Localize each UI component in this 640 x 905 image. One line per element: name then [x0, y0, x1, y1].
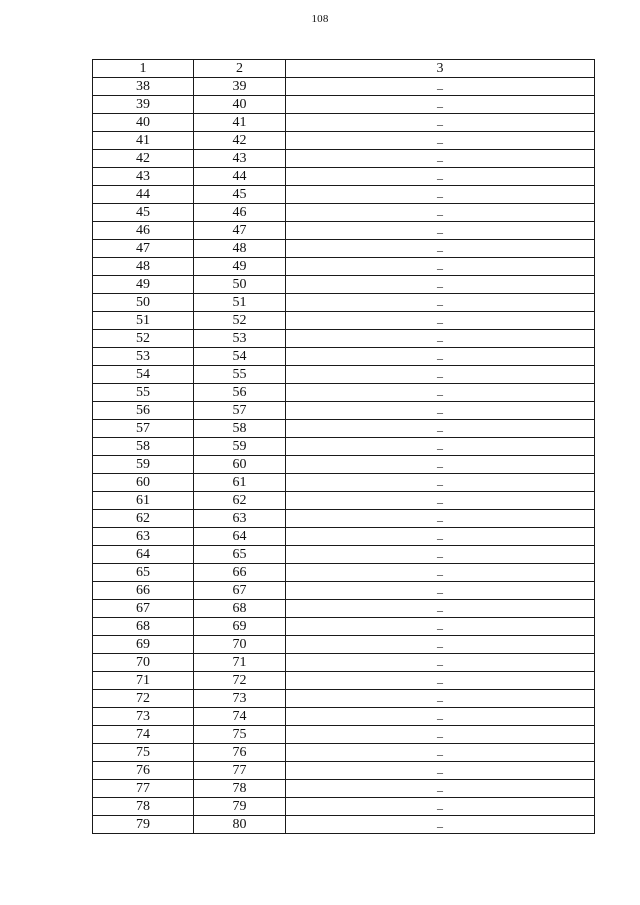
table-row	[93, 186, 595, 204]
cell-col-3	[286, 744, 595, 762]
cell-col-3	[286, 690, 595, 708]
cell-col-3	[286, 204, 595, 222]
table-row	[93, 654, 595, 672]
empty-value-dash: –	[437, 117, 443, 131]
cell-col-3	[286, 564, 595, 582]
empty-value-dash: –	[437, 693, 443, 707]
table-row	[93, 672, 595, 690]
table-header-row	[93, 60, 595, 78]
cell-col-1: 63	[93, 528, 194, 546]
cell-col-3	[286, 474, 595, 492]
cell-col-2: 64	[194, 528, 286, 546]
table-row	[93, 258, 595, 276]
cell-col-3	[286, 294, 595, 312]
empty-value-dash: –	[437, 369, 443, 383]
empty-value-dash: –	[437, 675, 443, 689]
empty-value-dash: –	[437, 243, 443, 257]
cell-col-1: 76	[93, 762, 194, 780]
cell-col-2: 41	[194, 114, 286, 132]
cell-col-2: 45	[194, 186, 286, 204]
table-row	[93, 510, 595, 528]
cell-col-2: 75	[194, 726, 286, 744]
empty-value-dash: –	[437, 513, 443, 527]
cell-col-2: 63	[194, 510, 286, 528]
cell-col-3	[286, 654, 595, 672]
cell-col-2: 42	[194, 132, 286, 150]
table-row	[93, 132, 595, 150]
cell-col-3	[286, 168, 595, 186]
cell-col-2: 58	[194, 420, 286, 438]
cell-col-3	[286, 492, 595, 510]
empty-value-dash: –	[437, 99, 443, 113]
cell-col-2: 68	[194, 600, 286, 618]
empty-value-dash: –	[437, 81, 443, 95]
cell-col-3	[286, 78, 595, 96]
table-row	[93, 114, 595, 132]
cell-col-1: 79	[93, 816, 194, 834]
table-row	[93, 312, 595, 330]
cell-col-1: 48	[93, 258, 194, 276]
cell-col-2: 73	[194, 690, 286, 708]
cell-col-2: 49	[194, 258, 286, 276]
cell-col-1: 66	[93, 582, 194, 600]
cell-col-2: 62	[194, 492, 286, 510]
cell-col-3	[286, 222, 595, 240]
table-row	[93, 78, 595, 96]
cell-col-1: 39	[93, 96, 194, 114]
table-row	[93, 582, 595, 600]
cell-col-1: 69	[93, 636, 194, 654]
empty-value-dash: –	[437, 279, 443, 293]
cell-col-2: 48	[194, 240, 286, 258]
data-table	[92, 59, 595, 834]
table-row	[93, 546, 595, 564]
cell-col-1: 44	[93, 186, 194, 204]
cell-col-1: 64	[93, 546, 194, 564]
cell-col-3	[286, 402, 595, 420]
table-row	[93, 456, 595, 474]
cell-col-3	[286, 456, 595, 474]
cell-col-2: 50	[194, 276, 286, 294]
cell-col-2: 78	[194, 780, 286, 798]
cell-col-3	[286, 312, 595, 330]
cell-col-2: 70	[194, 636, 286, 654]
empty-value-dash: –	[437, 441, 443, 455]
cell-col-2: 66	[194, 564, 286, 582]
cell-col-1: 70	[93, 654, 194, 672]
cell-col-2: 67	[194, 582, 286, 600]
table-row	[93, 762, 595, 780]
empty-value-dash: –	[437, 657, 443, 671]
cell-col-3	[286, 582, 595, 600]
cell-col-1: 52	[93, 330, 194, 348]
cell-col-3	[286, 726, 595, 744]
cell-col-1: 42	[93, 150, 194, 168]
cell-col-1: 40	[93, 114, 194, 132]
cell-col-1: 57	[93, 420, 194, 438]
table-row	[93, 384, 595, 402]
cell-col-1: 60	[93, 474, 194, 492]
table-row	[93, 726, 595, 744]
cell-col-1: 58	[93, 438, 194, 456]
cell-col-1: 54	[93, 366, 194, 384]
cell-col-3	[286, 510, 595, 528]
empty-value-dash: –	[437, 495, 443, 509]
table-row	[93, 618, 595, 636]
cell-col-3	[286, 420, 595, 438]
cell-col-2: 55	[194, 366, 286, 384]
cell-col-2: 56	[194, 384, 286, 402]
empty-value-dash: –	[437, 801, 443, 815]
cell-col-2: 79	[194, 798, 286, 816]
cell-col-1: 38	[93, 78, 194, 96]
cell-col-1: 78	[93, 798, 194, 816]
empty-value-dash: –	[437, 351, 443, 365]
empty-value-dash: –	[437, 387, 443, 401]
cell-col-3	[286, 366, 595, 384]
empty-value-dash: –	[437, 333, 443, 347]
cell-col-2: 71	[194, 654, 286, 672]
cell-col-3	[286, 114, 595, 132]
cell-col-1: 50	[93, 294, 194, 312]
table-row	[93, 438, 595, 456]
cell-col-2: 40	[194, 96, 286, 114]
cell-col-2: 54	[194, 348, 286, 366]
cell-col-1: 72	[93, 690, 194, 708]
table-row	[93, 744, 595, 762]
cell-col-1: 56	[93, 402, 194, 420]
empty-value-dash: –	[437, 459, 443, 473]
cell-col-2: 43	[194, 150, 286, 168]
table-row	[93, 420, 595, 438]
cell-col-1: 75	[93, 744, 194, 762]
cell-col-3	[286, 348, 595, 366]
cell-col-2: 44	[194, 168, 286, 186]
empty-value-dash: –	[437, 819, 443, 833]
cell-col-1: 49	[93, 276, 194, 294]
cell-col-3	[286, 816, 595, 834]
cell-col-2: 76	[194, 744, 286, 762]
cell-col-2: 53	[194, 330, 286, 348]
table-row	[93, 564, 595, 582]
cell-col-1: 61	[93, 492, 194, 510]
table-row	[93, 330, 595, 348]
cell-col-1: 41	[93, 132, 194, 150]
table-row	[93, 276, 595, 294]
cell-col-1: 47	[93, 240, 194, 258]
cell-col-2: 51	[194, 294, 286, 312]
cell-col-3	[286, 132, 595, 150]
cell-col-3	[286, 150, 595, 168]
page-number: 108	[311, 13, 329, 25]
cell-col-3	[286, 780, 595, 798]
cell-col-1: 67	[93, 600, 194, 618]
empty-value-dash: –	[437, 783, 443, 797]
table-row	[93, 816, 595, 834]
cell-col-2: 80	[194, 816, 286, 834]
cell-col-3	[286, 384, 595, 402]
cell-col-3	[286, 546, 595, 564]
empty-value-dash: –	[437, 207, 443, 221]
empty-value-dash: –	[437, 711, 443, 725]
table-row	[93, 294, 595, 312]
table-row	[93, 636, 595, 654]
table-row	[93, 204, 595, 222]
cell-col-2: 60	[194, 456, 286, 474]
cell-col-2: 39	[194, 78, 286, 96]
table-row	[93, 96, 595, 114]
table-row	[93, 780, 595, 798]
cell-col-3	[286, 798, 595, 816]
table-row	[93, 168, 595, 186]
cell-col-2: 59	[194, 438, 286, 456]
cell-col-3	[286, 240, 595, 258]
cell-col-1: 77	[93, 780, 194, 798]
table-row	[93, 528, 595, 546]
empty-value-dash: –	[437, 747, 443, 761]
cell-col-2: 47	[194, 222, 286, 240]
empty-value-dash: –	[437, 603, 443, 617]
table-body	[93, 60, 595, 834]
cell-col-3	[286, 636, 595, 654]
empty-value-dash: –	[437, 585, 443, 599]
table-row	[93, 366, 595, 384]
cell-col-1: 73	[93, 708, 194, 726]
cell-col-3	[286, 708, 595, 726]
table-row	[93, 402, 595, 420]
cell-col-1: 53	[93, 348, 194, 366]
cell-col-3	[286, 276, 595, 294]
empty-value-dash: –	[437, 567, 443, 581]
empty-value-dash: –	[437, 423, 443, 437]
cell-col-2: 61	[194, 474, 286, 492]
cell-col-1: 71	[93, 672, 194, 690]
cell-col-1: 46	[93, 222, 194, 240]
empty-value-dash: –	[437, 765, 443, 779]
cell-col-1: 65	[93, 564, 194, 582]
cell-col-2: 72	[194, 672, 286, 690]
table-row	[93, 240, 595, 258]
table-row	[93, 600, 595, 618]
cell-col-1: 55	[93, 384, 194, 402]
cell-col-1: 59	[93, 456, 194, 474]
table-row	[93, 150, 595, 168]
cell-col-3	[286, 258, 595, 276]
empty-value-dash: –	[437, 729, 443, 743]
cell-col-1: 51	[93, 312, 194, 330]
cell-col-1: 68	[93, 618, 194, 636]
cell-col-1: 43	[93, 168, 194, 186]
empty-value-dash: –	[437, 639, 443, 653]
empty-value-dash: –	[437, 135, 443, 149]
table-row	[93, 492, 595, 510]
empty-value-dash: –	[437, 405, 443, 419]
cell-col-3	[286, 438, 595, 456]
cell-col-1: 74	[93, 726, 194, 744]
cell-col-2: 46	[194, 204, 286, 222]
empty-value-dash: –	[437, 531, 443, 545]
cell-col-3	[286, 186, 595, 204]
table-row	[93, 690, 595, 708]
column-header-3: 3	[286, 60, 595, 78]
cell-col-3	[286, 672, 595, 690]
table-row	[93, 798, 595, 816]
cell-col-3	[286, 528, 595, 546]
column-header-2: 2	[194, 60, 286, 78]
cell-col-2: 74	[194, 708, 286, 726]
cell-col-2: 52	[194, 312, 286, 330]
column-header-1: 1	[93, 60, 194, 78]
cell-col-3	[286, 618, 595, 636]
table-row	[93, 474, 595, 492]
table-row	[93, 222, 595, 240]
empty-value-dash: –	[437, 315, 443, 329]
cell-col-2: 77	[194, 762, 286, 780]
empty-value-dash: –	[437, 171, 443, 185]
table-row	[93, 708, 595, 726]
cell-col-1: 45	[93, 204, 194, 222]
empty-value-dash: –	[437, 549, 443, 563]
cell-col-2: 65	[194, 546, 286, 564]
cell-col-3	[286, 96, 595, 114]
cell-col-3	[286, 330, 595, 348]
cell-col-2: 69	[194, 618, 286, 636]
cell-col-3	[286, 762, 595, 780]
empty-value-dash: –	[437, 189, 443, 203]
empty-value-dash: –	[437, 477, 443, 491]
empty-value-dash: –	[437, 297, 443, 311]
empty-value-dash: –	[437, 261, 443, 275]
cell-col-2: 57	[194, 402, 286, 420]
empty-value-dash: –	[437, 153, 443, 167]
table-row	[93, 348, 595, 366]
cell-col-3	[286, 600, 595, 618]
empty-value-dash: –	[437, 621, 443, 635]
cell-col-1: 62	[93, 510, 194, 528]
empty-value-dash: –	[437, 225, 443, 239]
